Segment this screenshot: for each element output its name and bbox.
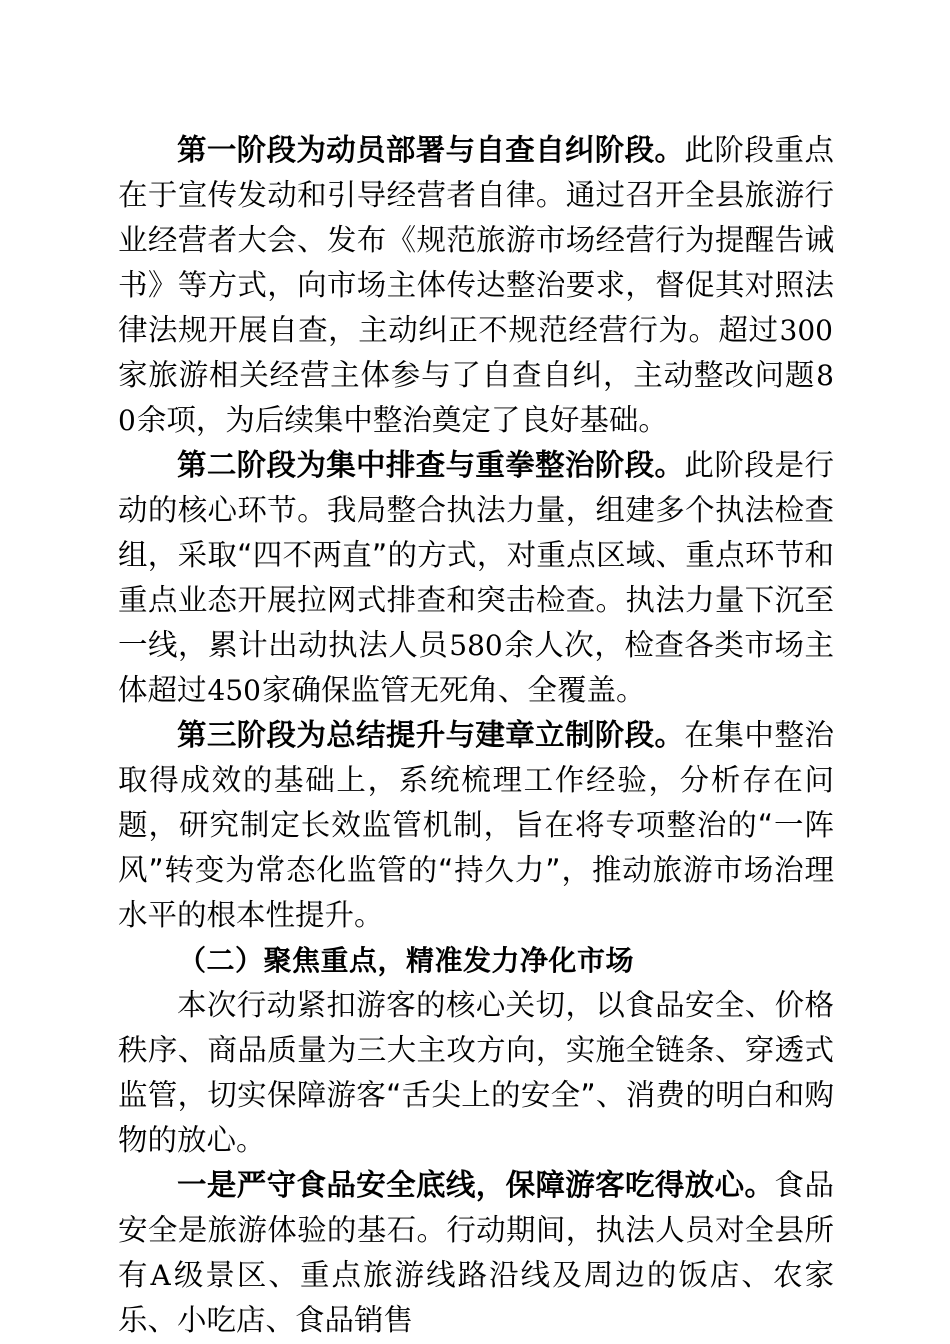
section-heading-two: （二）聚焦重点，精准发力净化市场: [178, 944, 635, 977]
paragraph-phase-one: [118, 128, 834, 443]
paragraph-lead-phase-two: 第二阶段为集中排查与重拳整治阶段。: [177, 448, 685, 482]
paragraph-phase-three: [118, 713, 834, 938]
inline-figure: 300: [779, 314, 833, 347]
paragraph-food-safety: [118, 1163, 834, 1343]
paragraph-phase-two: [118, 443, 834, 713]
paragraph-text-focus: 本次行动紧扣游客的核心关切，以食品安全、价格秩序、商品质量为三大主攻方向，实施全链条、穿透式监管，切实保障游客“舌尖上的安全”、消费的明白和购物的放心。: [118, 988, 834, 1157]
inline-figure: 80: [118, 359, 834, 437]
inline-figure: A: [150, 1259, 171, 1292]
paragraph-lead-food-safety: 一是严守食品安全底线，保障游客吃得放心。: [177, 1168, 775, 1202]
document-text-body: [118, 128, 834, 1343]
paragraph-focus: [118, 983, 834, 1163]
paragraph-text-phase-one: 此阶段重点在于宣传发动和引导经营者自律。通过召开全县旅游行业经营者大会、发布《规范旅游市场经营行为提醒告诫书》等方式，向市场主体传达整治要求，督促其对照法律法规开展自查，主动纠正不规范经营行为。超过300家旅游相关经营主体参与了自查自纠，主动整改问题80余项，为后续集中整治奠定了良好基础。: [118, 133, 834, 437]
paragraph-text-food-safety: 食品安全是旅游体验的基石。行动期间，执法人员对全县所有A级景区、重点旅游线路沿线及周边的饭店、农家乐、小吃店、食品销售: [118, 1168, 834, 1337]
inline-figure: 450: [207, 674, 261, 707]
inline-figure: 580: [449, 629, 503, 662]
paragraph-text-phase-three: 在集中整治取得成效的基础上，系统梳理工作经验，分析存在问题，研究制定长效监管机制，旨在将专项整治的“一阵风”转变为常态化监管的“持久力”，推动旅游市场治理水平的根本性提升。: [118, 718, 834, 932]
paragraph-lead-phase-one: 第一阶段为动员部署与自查自纠阶段。: [177, 133, 685, 167]
paragraph-text-phase-two: 此阶段是行动的核心环节。我局整合执法力量，组建多个执法检查组，采取“四不两直”的方式，对重点区域、重点环节和重点业态开展拉网式排查和突击检查。执法力量下沉至一线，累计出动执法人员580余人次，检查各类市场主体超过450家确保监管无死角、全覆盖。: [118, 448, 834, 707]
paragraph-lead-phase-three: 第三阶段为总结提升与建章立制阶段。: [177, 718, 685, 752]
